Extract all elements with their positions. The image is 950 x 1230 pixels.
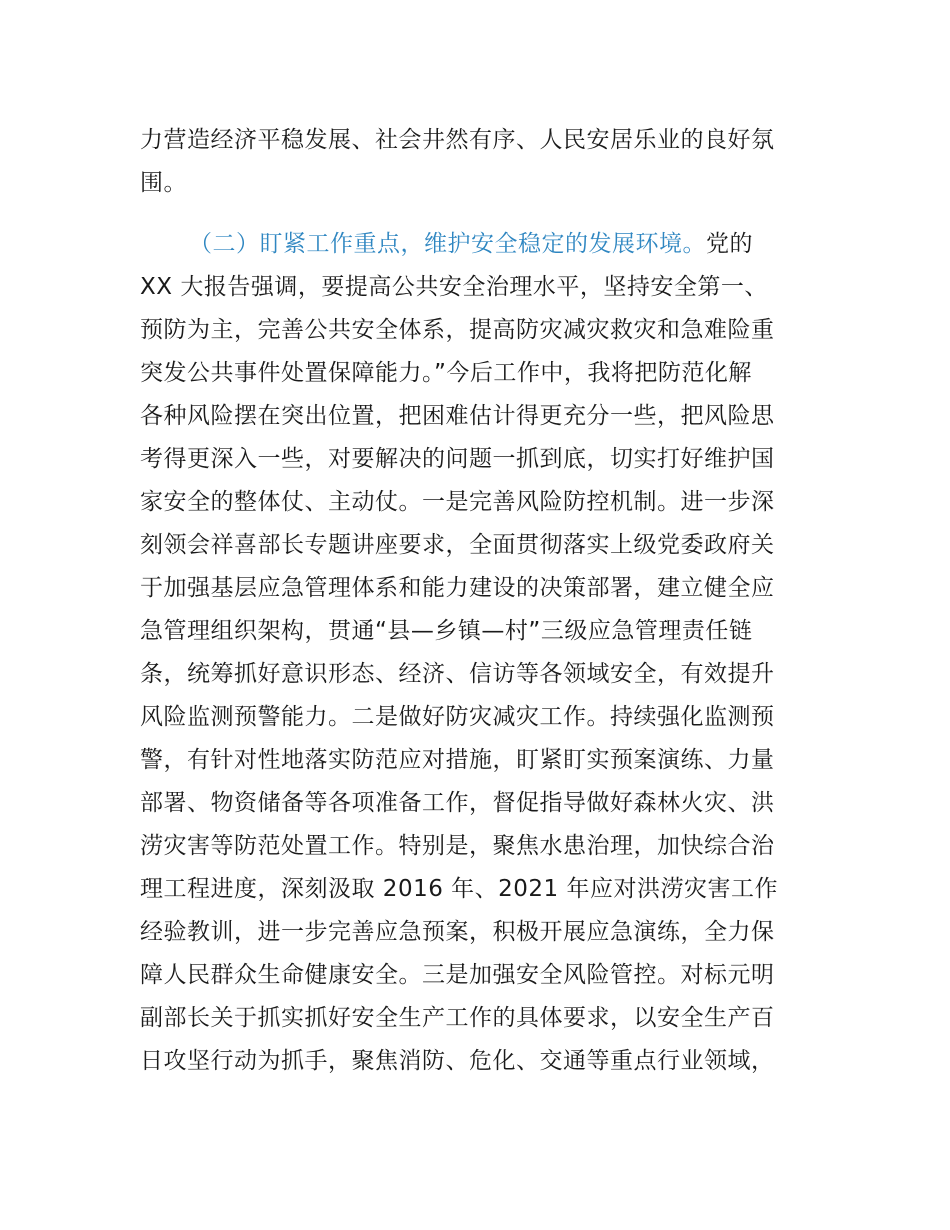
text-line: 经验教训，进一步完善应急预案，积极开展应急演练，全力保 bbox=[140, 919, 775, 945]
text-run: 党的 bbox=[706, 231, 753, 257]
text-line: 于加强基层应急管理体系和能力建设的决策部署，建立健全应 bbox=[140, 575, 775, 601]
text-line: 障人民群众生命健康安全。三是加强安全风险管控。对标元明 bbox=[140, 962, 775, 988]
paragraph-first-line bbox=[140, 223, 812, 266]
text-line: 围。 bbox=[140, 170, 187, 196]
text-line: XX 大报告强调，要提高公共安全治理水平，坚持安全第一、 bbox=[140, 274, 768, 300]
text-line: 涝灾害等防范处置工作。特别是，聚焦水患治理，加快综合治 bbox=[140, 833, 775, 859]
text-line: 风险监测预警能力。二是做好防灾减灾工作。持续强化监测预 bbox=[140, 704, 775, 730]
text-line: 刻领会祥喜部长专题讲座要求，全面贯彻落实上级党委政府关 bbox=[140, 532, 775, 558]
paragraph-2 bbox=[140, 223, 812, 1083]
text-line: 预防为主，完善公共安全体系，提高防灾减灾救灾和急难险重 bbox=[140, 317, 775, 343]
text-line: 急管理组织架构，贯通“县—乡镇—村”三级应急管理责任链 bbox=[140, 618, 753, 644]
text-line: 突发公共事件处置保障能力。”今后工作中，我将把防范化解 bbox=[140, 360, 752, 386]
section-heading: （二）盯紧工作重点，维护安全稳定的发展环境。 bbox=[189, 231, 706, 257]
text-line: 部署、物资储备等各项准备工作，督促指导做好森林火灾、洪 bbox=[140, 790, 775, 816]
text-line: 条，统筹抓好意识形态、经济、信访等各领域安全，有效提升 bbox=[140, 661, 775, 687]
text-line: 各种风险摆在突出位置，把困难估计得更充分一些，把风险思 bbox=[140, 403, 775, 429]
text-line: 家安全的整体仗、主动仗。一是完善风险防控机制。进一步深 bbox=[140, 489, 775, 515]
paragraph-1 bbox=[140, 119, 812, 205]
text-line: 警，有针对性地落实防范应对措施，盯紧盯实预案演练、力量 bbox=[140, 747, 775, 773]
text-line: 副部长关于抓实抓好安全生产工作的具体要求，以安全生产百 bbox=[140, 1005, 775, 1031]
text-line: 考得更深入一些，对要解决的问题一抓到底，切实打好维护国 bbox=[140, 446, 775, 472]
text-line: 理工程进度，深刻汲取 2016 年、2021 年应对洪涝灾害工作 bbox=[140, 876, 778, 902]
text-line: 日攻坚行动为抓手，聚焦消防、危化、交通等重点行业领域， bbox=[140, 1048, 775, 1074]
text-line: 力营造经济平稳发展、社会井然有序、人民安居乐业的良好氛 bbox=[140, 127, 775, 153]
